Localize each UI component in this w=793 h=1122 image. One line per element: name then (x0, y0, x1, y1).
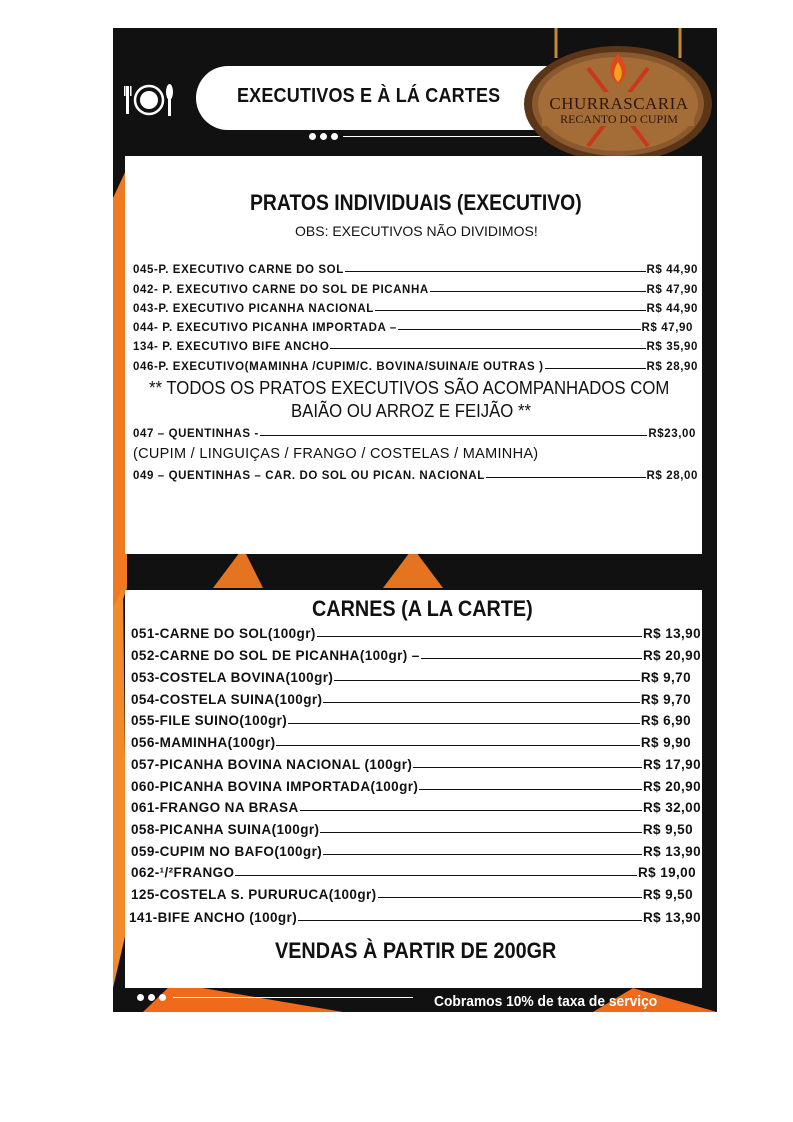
carnes-item: 055-FILE SUINO(100gr) R$ 6,90 (131, 713, 691, 728)
carnes-item: 057-PICANHA BOVINA NACIONAL (100gr) R$ 17,90 (131, 757, 701, 772)
header-dots (309, 133, 338, 140)
footer-dots (137, 994, 166, 1001)
carnes-item: 058-PICANHA SUINA(100gr) R$ 9,50 (131, 822, 693, 837)
header-divider (343, 136, 543, 137)
logo-text-line1: CHURRASCARIA (549, 94, 689, 113)
executivo-item: 042- P. EXECUTIVO CARNE DO SOL DE PICANHA R$ 47,90 (133, 284, 698, 296)
carnes-footer-note: VENDAS À PARTIR DE 200GR (275, 938, 557, 963)
executivo-obs: OBS: EXECUTIVOS NÃO DIVIDIMOS! (295, 223, 538, 239)
quentinha-options: (CUPIM / LINGUIÇAS / FRANGO / COSTELAS / MAMINHA) (133, 446, 539, 462)
executivo-item: 044- P. EXECUTIVO PICANHA IMPORTADA – R$ 47,90 (133, 322, 693, 334)
page-title: EXECUTIVOS E À LÁ CARTES (237, 85, 501, 107)
carnes-item: 054-COSTELA SUINA(100gr) R$ 9,70 (131, 692, 691, 707)
executivo-note-line2: BAIÃO OU ARROZ E FEIJÃO ** (291, 401, 531, 421)
service-fee-note: Cobramos 10% de taxa de serviço (434, 993, 658, 1010)
carnes-item: 125-COSTELA S. PURURUCA(100gr) R$ 9,50 (131, 887, 693, 902)
executivo-note-line1: ** TODOS OS PRATOS EXECUTIVOS SÃO ACOMPANHADOS COM (149, 378, 670, 398)
menu-page (113, 28, 717, 1012)
carnes-item: 052-CARNE DO SOL DE PICANHA(100gr) – R$ 20,90 (131, 648, 701, 663)
carnes-item: 051-CARNE DO SOL(100gr) R$ 13,90 (131, 626, 701, 641)
carnes-item: 053-COSTELA BOVINA(100gr) R$ 9,70 (131, 670, 691, 685)
carnes-item: 056-MAMINHA(100gr) R$ 9,90 (131, 735, 691, 750)
executivo-title: PRATOS INDIVIDUAIS (EXECUTIVO) (250, 190, 582, 215)
footer-divider (173, 997, 413, 998)
carnes-item: 061-FRANGO NA BRASA R$ 32,00 (131, 800, 701, 815)
quentinha-item: 049 – QUENTINHAS – CAR. DO SOL OU PICAN. NACIONAL R$ 28,00 (133, 470, 698, 482)
carnes-item: 060-PICANHA BOVINA IMPORTADA(100gr) R$ 20,90 (131, 779, 701, 794)
carnes-item: 141-BIFE ANCHO (100gr) R$ 13,90 (129, 910, 701, 925)
executivo-item: 045-P. EXECUTIVO CARNE DO SOL R$ 44,90 (133, 264, 698, 276)
carnes-item: 059-CUPIM NO BAFO(100gr) R$ 13,90 (131, 844, 701, 859)
carnes-title: CARNES (A LA CARTE) (312, 596, 533, 621)
quentinha-item: 047 – QUENTINHAS - R$23,00 (133, 428, 696, 440)
executivo-item: 046-P. EXECUTIVO(MAMINHA /CUPIM/C. BOVINA/SUINA/E OUTRAS ) R$ 28,90 (133, 361, 698, 373)
executivo-item: 134- P. EXECUTIVO BIFE ANCHO R$ 35,90 (133, 341, 698, 353)
executivo-item: 043-P. EXECUTIVO PICANHA NACIONAL R$ 44,90 (133, 303, 698, 315)
cutlery-icon (123, 82, 175, 118)
logo-text-line2: RECANTO DO CUPIM (560, 112, 678, 126)
carnes-item: 062-¹/²FRANGO R$ 19,00 (131, 865, 696, 880)
